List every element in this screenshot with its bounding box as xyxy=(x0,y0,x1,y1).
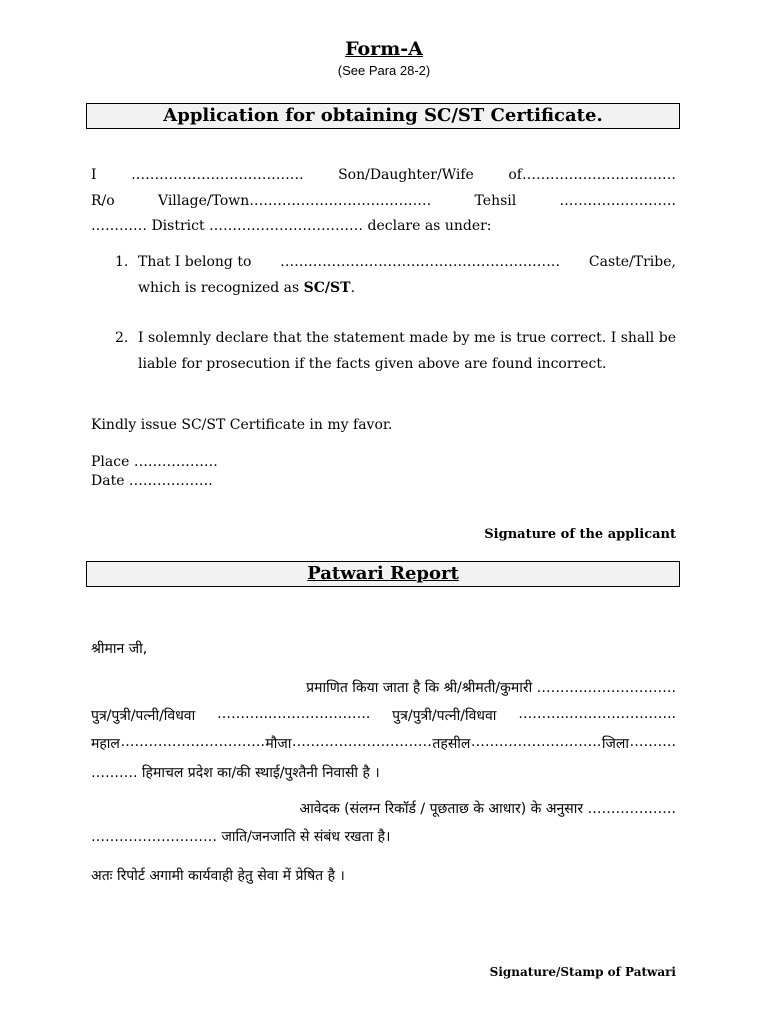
certify-line2 xyxy=(91,706,676,725)
patwari-signature: Signature/Stamp of Patwari xyxy=(489,965,676,979)
applicant-name-line xyxy=(91,167,676,183)
item1-part3: Caste/Tribe, xyxy=(588,254,676,270)
item1-part1: That I belong to xyxy=(138,254,252,270)
item1-line1 xyxy=(138,249,676,275)
relation-name-blank: of…………………………… xyxy=(508,167,676,183)
mahal-label: महाल xyxy=(91,736,120,752)
sc-st-bold: SC/ST xyxy=(303,280,351,296)
patwari-report-title: Patwari Report xyxy=(307,563,459,584)
item1-line2-post: . xyxy=(350,280,356,296)
zila-blank: ………. xyxy=(629,734,676,750)
line2-part3: Tehsil xyxy=(474,193,517,209)
closing-line: अतः रिपोर्ट अगामी कार्यवाही हेतु सेवा में प्रेषित है । xyxy=(91,868,345,884)
district-line: ………… District …………………………… declare as under: xyxy=(91,218,492,234)
applicant-signature: Signature of the applicant xyxy=(484,527,676,542)
caste-line2: ……………………… जाति/जनजाति से संबंध रखता है। xyxy=(91,829,391,845)
request-line: Kindly issue SC/ST Certificate in my favor. xyxy=(91,417,393,433)
applicant-name-blank: ………………………………. xyxy=(131,167,304,183)
patwari-report-title-box xyxy=(86,561,680,587)
relation-blank-1: ………..…………………. xyxy=(217,706,371,722)
mahal-blank: …………………………. xyxy=(120,734,265,750)
item1-number: 1. xyxy=(115,254,129,270)
relation-label-1: पुत्र/पुत्री/पत्नी/विधवा xyxy=(91,708,196,724)
tehsil-label: तहसील xyxy=(432,736,471,752)
form-subtitle: (See Para 28-2) xyxy=(337,63,431,78)
mauja-blank: ………………………… xyxy=(291,734,432,750)
line2-part1: R/o xyxy=(91,193,115,209)
caste-blank: …………………………………………………… xyxy=(280,254,561,270)
application-title-box: Application for obtaining SC/ST Certificate. xyxy=(86,103,680,129)
salutation: श्रीमान जी, xyxy=(91,641,148,657)
relation-blank-2: ………..………………….. xyxy=(518,706,676,722)
item1-line2-pre: which is recognized as xyxy=(138,280,304,296)
item2-number: 2. xyxy=(115,330,129,346)
form-title: Form-A xyxy=(345,38,423,60)
tehsil-blank: ……………………. xyxy=(559,193,676,209)
relation-label-2: पुत्र/पुत्री/पत्नी/विधवा xyxy=(392,708,497,724)
village-town-blank: Village/Town………………………………… xyxy=(157,193,432,209)
date-line: Date ……………… xyxy=(91,473,213,489)
zila-label: जिला xyxy=(601,736,629,752)
residence-line xyxy=(91,193,676,209)
caste-line1: आवेदक (संलग्न रिकॉर्ड / पूछताछ के आधार) के अनुसार ………………. xyxy=(299,801,676,817)
line1-part1: I xyxy=(91,167,97,183)
certify-line4: ………. हिमाचल प्रदेश का/की स्थाई/पुश्तैनी निवासी है । xyxy=(91,765,380,781)
tehsil-blank-hindi: ………………………. xyxy=(470,734,602,750)
place-line: Place ……………… xyxy=(91,454,218,470)
item1-line2 xyxy=(138,275,676,301)
certify-line3 xyxy=(91,734,676,753)
mauja-label: मौजा xyxy=(265,736,292,752)
item2-text: I solemnly declare that the statement made by me is true correct. I shall be liable for prosecution if the facts given above are found incorrect. xyxy=(138,330,676,372)
item1-text xyxy=(138,249,676,301)
line1-part3: Son/Daughter/Wife xyxy=(338,167,474,183)
certify-line1: प्रमाणित किया जाता है कि श्री/श्रीमती/कुमारी ………..………………. xyxy=(306,680,676,696)
